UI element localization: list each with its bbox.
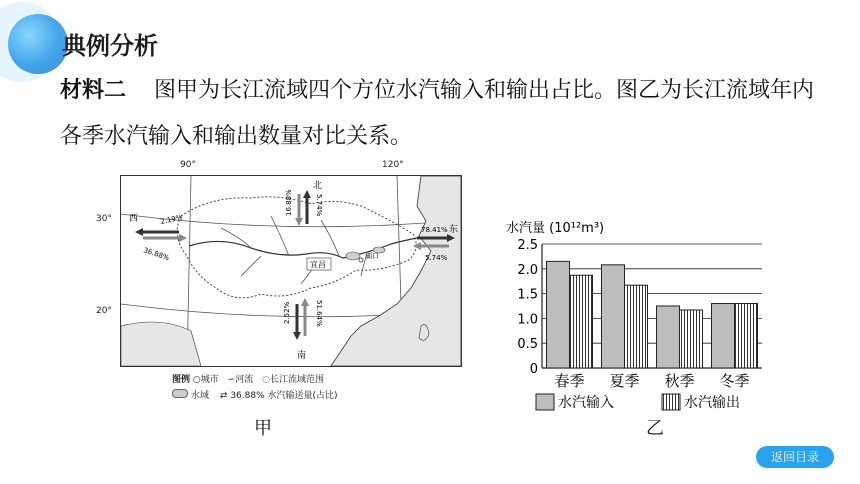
lat-label-20: 20° bbox=[96, 306, 112, 316]
legend-basin-icon: ◌ bbox=[262, 375, 270, 385]
legend-output-swatch bbox=[662, 394, 680, 410]
chart-y-axis-label: 水汽量 (10¹²m³) bbox=[506, 221, 605, 236]
map-frame bbox=[120, 175, 462, 367]
category-label: 夏季 bbox=[609, 372, 640, 390]
material-paragraph bbox=[60, 68, 830, 160]
map-legend bbox=[172, 372, 462, 404]
legend-city-icon: ○ bbox=[192, 375, 201, 385]
material-label: 材料二 bbox=[60, 78, 127, 103]
back-to-contents-button[interactable]: 返回目录 bbox=[756, 446, 834, 468]
y-tick-label: 0.5 bbox=[517, 337, 538, 353]
legend-title: 图例 bbox=[172, 375, 191, 385]
legend-basin: 长江流域范围 bbox=[269, 375, 324, 385]
yangtze-basin-map bbox=[121, 176, 461, 366]
south-in-pct: 51.64% bbox=[315, 300, 323, 327]
material-text: 图甲为长江流域四个方位水汽输入和输出占比。图乙为长江流域年内各季水汽输入和输出数量对比关系。 bbox=[60, 78, 815, 149]
bar-output bbox=[625, 285, 648, 368]
y-tick-label: 0 bbox=[529, 362, 538, 377]
category-label: 冬季 bbox=[719, 372, 750, 390]
legend-transport: 水汽输送量(占比) bbox=[267, 391, 338, 401]
legend-river: 河流 bbox=[235, 375, 254, 385]
y-tick-label: 2.5 bbox=[517, 238, 538, 253]
bar-chart-svg bbox=[506, 214, 776, 414]
west-out-pct: 2.19% bbox=[159, 213, 184, 226]
north-in-pct: 16.88% bbox=[285, 189, 293, 216]
south-label: 南 bbox=[297, 351, 307, 361]
lat-label-30: 30° bbox=[96, 214, 112, 224]
bar-input bbox=[547, 261, 570, 368]
y-tick-label: 1.0 bbox=[517, 312, 538, 328]
chart-caption: 乙 bbox=[646, 418, 664, 439]
hukou-label: 湖口 bbox=[365, 252, 379, 260]
legend-input-swatch bbox=[536, 394, 554, 410]
legend-city: 城市 bbox=[200, 375, 219, 385]
lon-label-90: 90° bbox=[180, 160, 196, 170]
bar-input bbox=[602, 265, 625, 368]
legend-output-label: 水汽输出 bbox=[684, 395, 740, 411]
south-out-pct: 2.52% bbox=[283, 301, 291, 324]
bar-input bbox=[712, 304, 735, 368]
legend-river-icon: ∽ bbox=[227, 375, 236, 385]
bar-chart bbox=[506, 214, 776, 414]
map-caption: 甲 bbox=[254, 418, 272, 439]
y-tick-label: 2.0 bbox=[517, 262, 538, 278]
west-in-pct: 36.88% bbox=[142, 246, 171, 263]
legend-arrow-sample: 36.88% bbox=[230, 391, 265, 401]
legend-water: 水域 bbox=[191, 391, 210, 401]
legend-water-icon bbox=[172, 389, 188, 398]
bar-output bbox=[735, 304, 758, 368]
bar-input bbox=[657, 306, 680, 368]
category-label: 秋季 bbox=[664, 372, 695, 390]
lon-label-120: 120° bbox=[382, 160, 404, 170]
north-label: 北 bbox=[313, 181, 323, 191]
legend-input-label: 水汽输入 bbox=[558, 395, 614, 411]
category-label: 春季 bbox=[554, 372, 585, 390]
decorative-circle-blue bbox=[8, 14, 68, 74]
y-tick-label: 1.5 bbox=[517, 287, 538, 303]
east-label: 东 bbox=[449, 225, 459, 235]
map-figure bbox=[96, 158, 472, 413]
east-out-pct: 78.41% bbox=[421, 226, 448, 234]
section-title: 典例分析 bbox=[62, 32, 158, 60]
north-out-pct: 5.74% bbox=[315, 194, 323, 217]
west-label: 西 bbox=[129, 214, 139, 224]
bar-output bbox=[570, 275, 593, 368]
legend-arrow-icon: ⇄ bbox=[219, 391, 228, 401]
bar-output bbox=[680, 310, 703, 368]
east-in-pct: 5.74% bbox=[425, 254, 448, 262]
yichang-label: 宜昌 bbox=[310, 260, 326, 269]
